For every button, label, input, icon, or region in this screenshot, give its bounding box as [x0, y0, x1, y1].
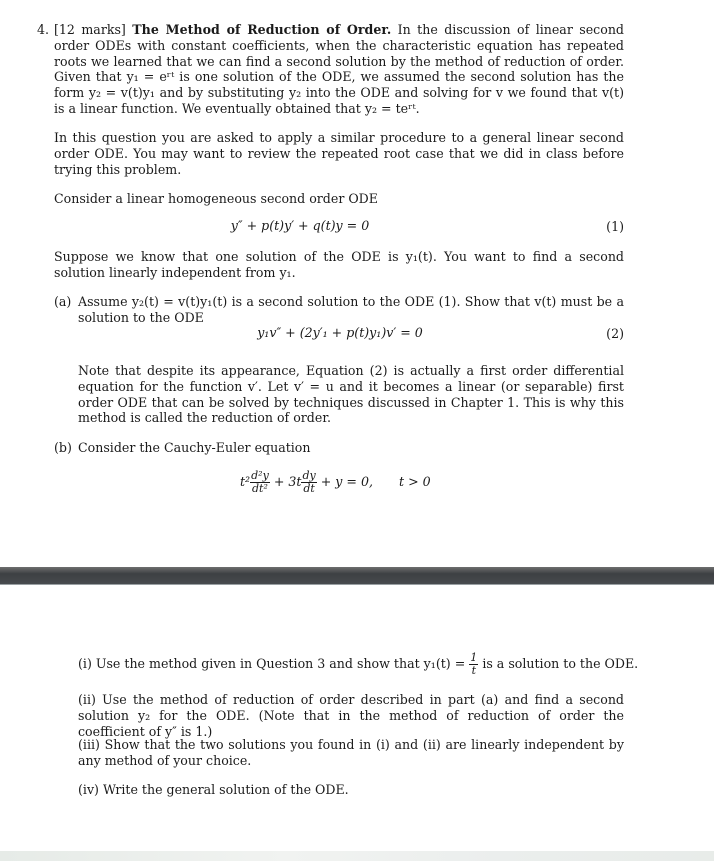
eq-middle: + 3t [273, 474, 302, 489]
question-number: 4. [37, 22, 50, 37]
fraction-d2y-dt2 [250, 470, 270, 495]
subpart-i-text-before: (i) Use the method given in Question 3 and show that y₁(t) = [78, 656, 466, 671]
question-instruction: In this question you are asked to apply a similar procedure to a general linear second order ODE. You may want to review the repeated root case that we did in class before trying this problem. [54, 130, 624, 177]
frac1-numerator: d²y [251, 469, 269, 482]
fraction-dy-dt [301, 470, 316, 495]
frac2-denominator: dt [303, 482, 315, 495]
cauchy-euler-equation [240, 470, 480, 495]
frac1-denominator: dt² [252, 482, 268, 495]
equation-1-number: (1) [606, 219, 624, 234]
equation-1: y″ + p(t)y′ + q(t)y = 0 [230, 218, 370, 233]
subpart-i-frac-denominator: t [471, 664, 476, 677]
subpart-ii: (ii) Use the method of reduction of order described in part (a) and find a second solution y₂ for the ODE. (Note that in the method of reduction of order the coefficient of y″ is 1.) [78, 692, 624, 739]
bottom-edge-strip [0, 851, 714, 861]
fraction-one-over-t [469, 652, 478, 677]
part-b-text: Consider the Cauchy-Euler equation [78, 440, 311, 455]
part-a-note: Note that despite its appearance, Equation (2) is actually a first order differential equation for the function v′. Let v′ = u and it becomes a linear (or separable) first order ODE that can be solved by techniques discussed in Chapter 1. This is why this method is called the reduction of order. [78, 363, 624, 426]
consider-text: Consider a linear homogeneous second order ODE [54, 191, 378, 206]
question-intro-text: In the discussion of linear second order ODEs with constant coefficients, when the characteristic equation has repeated roots we learned that we can find a second solution by the method of reduction of order. Given that y₁ = eʳᵗ is one solution of the ODE, we assumed the second solution has the form y₂ = v(t)y₁ and by substituting y₂ into the ODE and solving for v we found that v(t) is a linear function. We eventually obtained that y₂ = teʳᵗ. [54, 22, 624, 116]
page-divider-edge [0, 584, 714, 585]
eq-prefix: t² [240, 474, 251, 489]
subpart-i [78, 651, 639, 677]
part-a-text: Assume y₂(t) = v(t)y₁(t) is a second solution to the ODE (1). Show that v(t) must be a solution to the ODE [78, 294, 624, 325]
part-b-label: (b) [54, 440, 72, 455]
frac2-numerator: dy [302, 469, 316, 482]
question-marks: [12 marks] [54, 22, 126, 37]
equation-2-number: (2) [606, 326, 624, 341]
part-a-label: (a) [54, 294, 72, 309]
subpart-i-text-after: is a solution to the ODE. [482, 656, 639, 671]
question-intro-paragraph [54, 22, 624, 117]
page-divider [0, 567, 714, 584]
eq-suffix: + y = 0, [320, 474, 373, 489]
eq-condition: t > 0 [399, 474, 431, 489]
subpart-i-frac-numerator: 1 [470, 651, 478, 664]
equation-2: y₁v″ + (2y′₁ + p(t)y₁)v′ = 0 [257, 325, 423, 340]
question-title: The Method of Reduction of Order. [132, 22, 392, 37]
suppose-text: Suppose we know that one solution of the ODE is y₁(t). You want to find a second solution linearly independent from y₁. [54, 249, 624, 280]
subpart-iii: (iii) Show that the two solutions you found in (i) and (ii) are linearly independent by any method of your choice. [78, 737, 624, 768]
subpart-iv: (iv) Write the general solution of the ODE. [78, 782, 349, 797]
